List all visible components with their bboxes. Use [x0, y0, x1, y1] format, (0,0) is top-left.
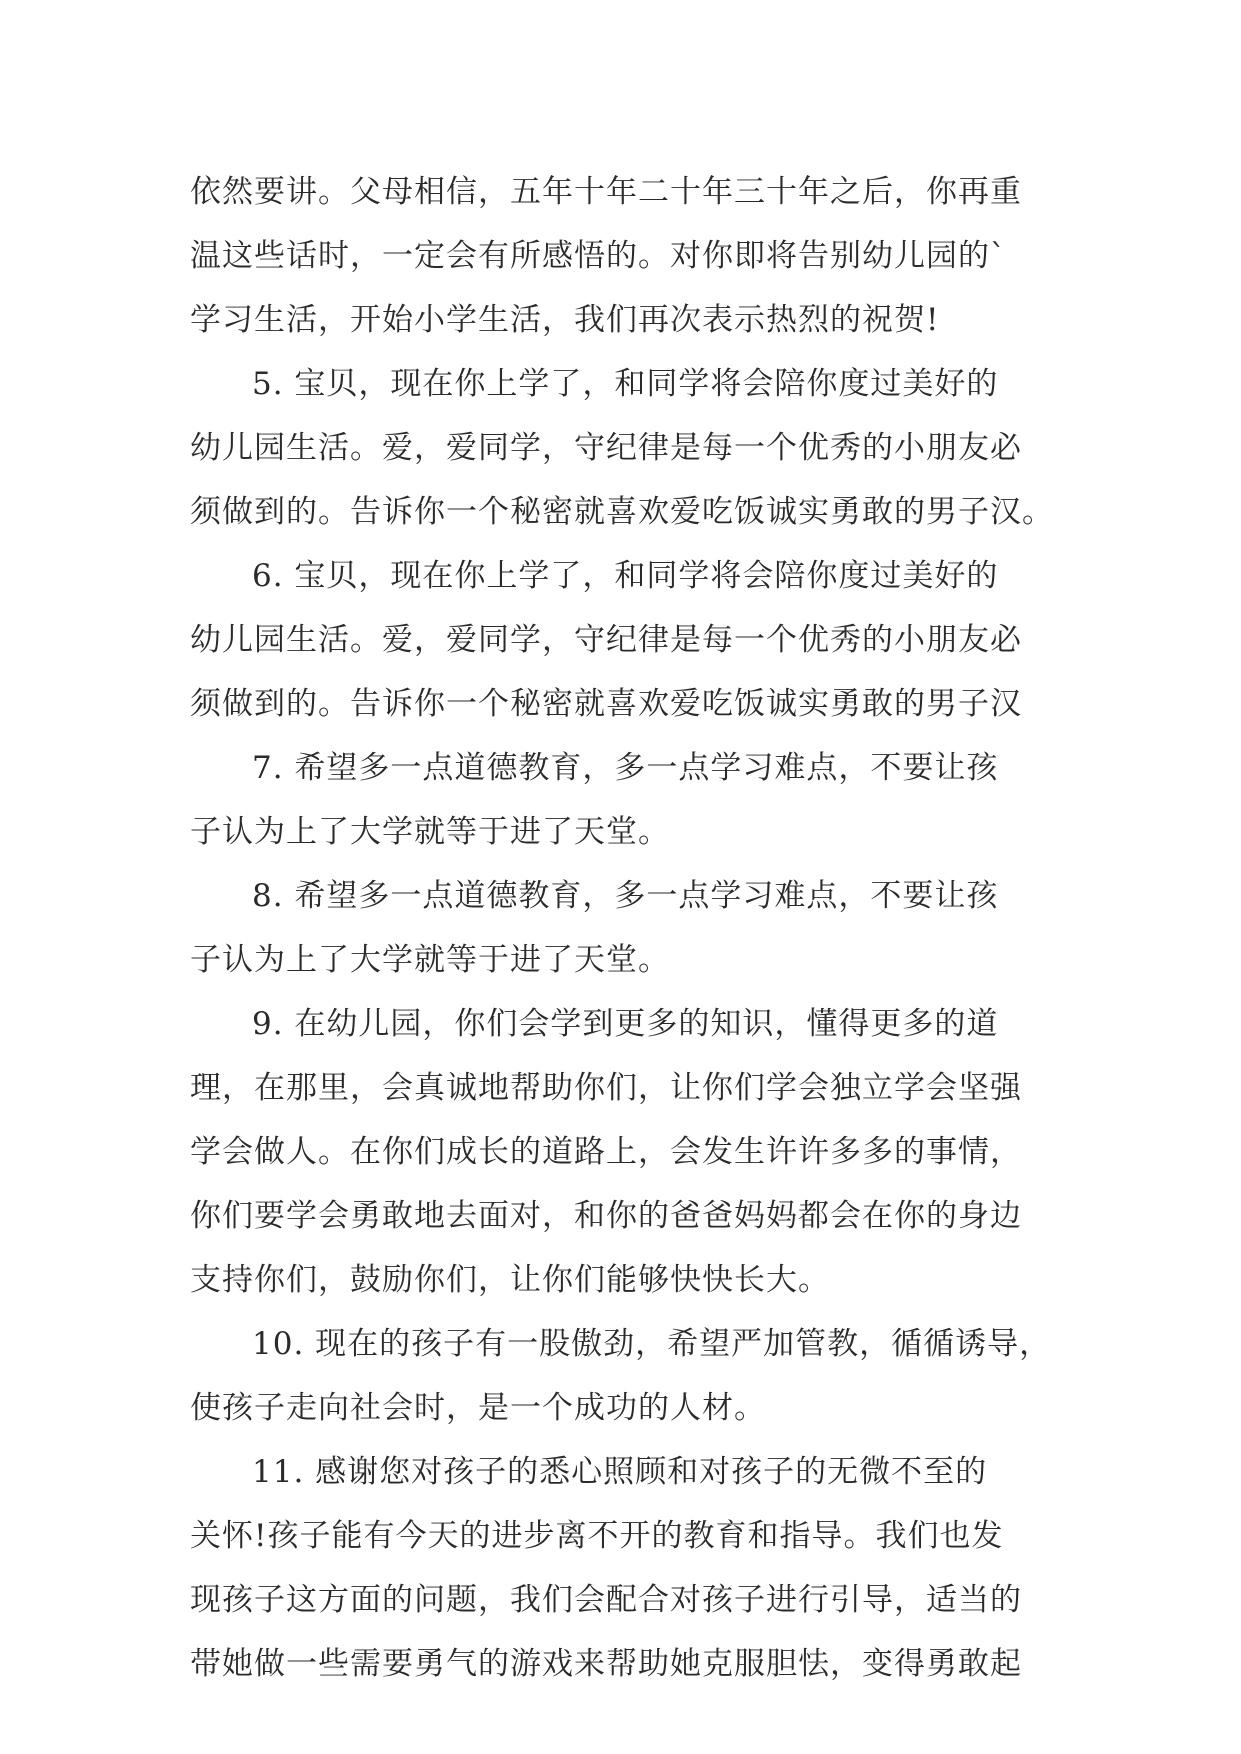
body-text [190, 160, 1060, 1696]
paragraph-first-line: 11. 感谢您对孩子的悉心照顾和对孩子的无微不至的 [252, 1454, 988, 1490]
text-line: 理，在那里，会真诚地帮助你们，让你们学会独立学会坚强 [190, 1070, 1022, 1106]
text-line: 现孩子这方面的问题，我们会配合对孩子进行引导，适当的 [190, 1582, 1022, 1618]
paragraph-first-line: 7. 希望多一点道德教育，多一点学习难点，不要让孩 [252, 750, 999, 786]
text-line: 须做到的。告诉你一个秘密就喜欢爱吃饭诚实勇敢的男子汉 [190, 686, 1022, 722]
paragraph-first-line: 9. 在幼儿园，你们会学到更多的知识，懂得更多的道 [252, 1006, 999, 1042]
text-line: 你们要学会勇敢地去面对，和你的爸爸妈妈都会在你的身边 [190, 1198, 1022, 1234]
text-line: 幼儿园生活。爱，爱同学，守纪律是每一个优秀的小朋友必 [190, 622, 1022, 658]
text-line: 须做到的。告诉你一个秘密就喜欢爱吃饭诚实勇敢的男子汉。 [190, 494, 1054, 530]
text-line: 学会做人。在你们成长的道路上，会发生许许多多的事情， [190, 1134, 1022, 1170]
text-line: 温这些话时，一定会有所感悟的。对你即将告别幼儿园的` [190, 238, 1007, 274]
text-line: 依然要讲。父母相信，五年十年二十年三十年之后，你再重 [190, 174, 1022, 210]
text-line: 子认为上了大学就等于进了天堂。 [190, 942, 670, 978]
paragraph-first-line: 10. 现在的孩子有一股傲劲，希望严加管教，循循诱导， [252, 1326, 1052, 1362]
paragraph-first-line: 5. 宝贝，现在你上学了，和同学将会陪你度过美好的 [252, 366, 999, 402]
text-line: 支持你们，鼓励你们，让你们能够快快长大。 [190, 1262, 830, 1298]
text-line: 子认为上了大学就等于进了天堂。 [190, 814, 670, 850]
text-line: 带她做一些需要勇气的游戏来帮助她克服胆怯，变得勇敢起 [190, 1646, 1022, 1682]
text-line: 幼儿园生活。爱，爱同学，守纪律是每一个优秀的小朋友必 [190, 430, 1022, 466]
text-line: 关怀!孩子能有今天的进步离不开的教育和指导。我们也发 [190, 1518, 1004, 1554]
paragraph-first-line: 6. 宝贝，现在你上学了，和同学将会陪你度过美好的 [252, 558, 999, 594]
paragraph-first-line: 8. 希望多一点道德教育，多一点学习难点，不要让孩 [252, 878, 999, 914]
text-line: 学习生活，开始小学生活，我们再次表示热烈的祝贺! [190, 302, 940, 338]
text-line: 使孩子走向社会时，是一个成功的人材。 [190, 1390, 766, 1426]
